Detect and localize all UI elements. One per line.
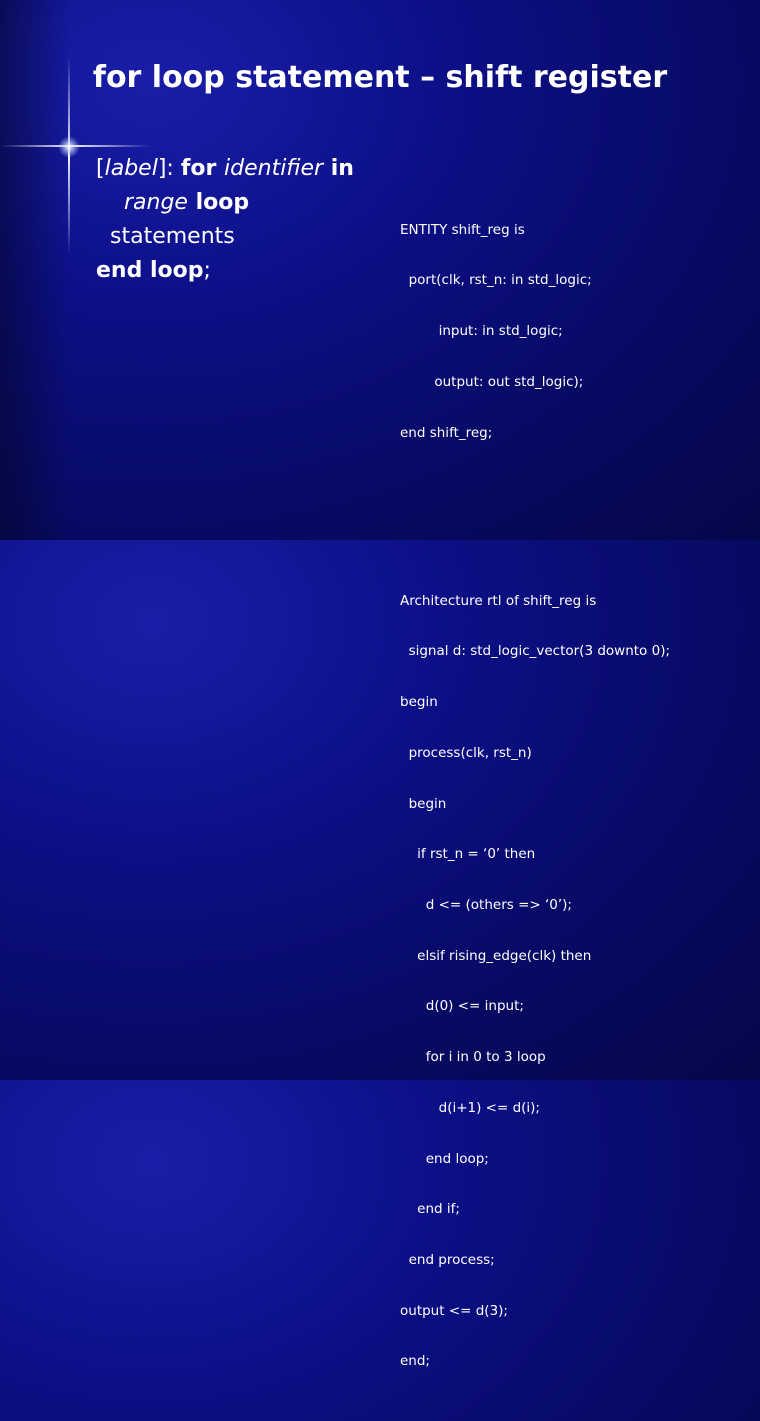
syntax-bracket-close: ]:: [157, 156, 181, 181]
code-line: end;: [400, 1353, 430, 1370]
code-line: begin: [400, 694, 438, 711]
code-architecture-section: [400, 559, 712, 1404]
syntax-label-word: label: [104, 156, 158, 181]
syntax-range-word: range: [124, 190, 188, 215]
syntax-in-keyword: in: [323, 156, 354, 181]
code-line: d(0) <= input;: [400, 998, 524, 1015]
code-line: end if;: [400, 1201, 460, 1218]
syntax-identifier-word: identifier: [224, 156, 324, 181]
code-line: d(i+1) <= d(i);: [400, 1099, 540, 1116]
syntax-block: [96, 152, 376, 288]
code-entity-section: [400, 188, 712, 475]
code-line: output <= d(3);: [400, 1302, 508, 1319]
vhdl-code-block: [400, 154, 712, 1421]
syntax-bracket-open: [: [96, 156, 105, 181]
code-line: ENTITY shift_reg is: [400, 221, 525, 238]
slide-title: for loop statement – shift register: [92, 60, 668, 95]
syntax-semicolon: ;: [203, 258, 211, 283]
code-line: end process;: [400, 1252, 495, 1268]
code-line: end shift_reg;: [400, 424, 493, 441]
syntax-for-keyword: for: [180, 156, 225, 181]
code-line: begin: [400, 795, 447, 812]
code-line: output: out std_logic);: [400, 373, 584, 390]
code-line: signal d: std_logic_vector(3 downto 0);: [400, 643, 671, 660]
code-line: d <= (others => ‘0’);: [400, 896, 572, 913]
syntax-line-2: [96, 186, 376, 220]
syntax-line-1: [96, 152, 376, 186]
syntax-line-3: statements: [110, 224, 235, 249]
code-line: end loop;: [400, 1150, 489, 1167]
syntax-end-loop-keyword: end loop: [96, 258, 204, 283]
sparkle-icon: [58, 136, 80, 158]
code-line: input: in std_logic;: [400, 323, 563, 340]
syntax-line-4: [96, 254, 376, 288]
code-line: elsif rising_edge(clk) then: [400, 947, 592, 964]
code-line: for i in 0 to 3 loop: [400, 1049, 546, 1066]
code-line: port(clk, rst_n: in std_logic;: [400, 272, 592, 289]
code-line: Architecture rtl of shift_reg is: [400, 592, 597, 609]
code-line: if rst_n = ‘0’ then: [400, 846, 536, 863]
syntax-loop-keyword: loop: [187, 190, 250, 215]
code-spacer: [400, 509, 712, 525]
code-line: process(clk, rst_n): [400, 744, 532, 761]
